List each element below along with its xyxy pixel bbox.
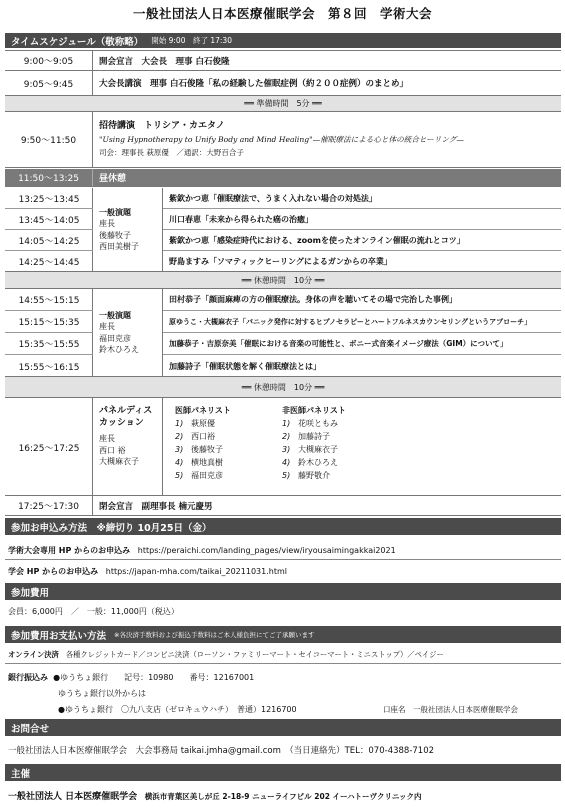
- invited-topic: "Using Hypnotherapy to Unify Body and Mind Healing"—催眠療法による心と体の統合ヒーリング—: [99, 135, 464, 144]
- panelist: 5) 福田克彦: [175, 471, 223, 480]
- panelist: 4) 横地真樹: [175, 458, 223, 467]
- lunch-row: [5, 169, 561, 187]
- panelist: 1) 萩原優: [175, 419, 215, 428]
- talk-item: 野島ますみ「ソマティックヒーリングによるガンからの卒業」: [169, 257, 392, 266]
- panelist: 4) 鈴木ひろえ: [282, 458, 338, 467]
- talk-item: 川口春恵「未来から得られた癌の治癒」: [163, 209, 561, 230]
- row-content: 閉会宣言 副理事長 楠元慶男: [99, 501, 213, 512]
- break-1: ══ 休憩時間 10分 ══: [5, 272, 561, 289]
- talk-item: 原ゆうこ・大槻麻衣子「パニック発作に対するヒプノセラピーとハートフルネスカウンセリングというアプローチ」: [163, 311, 561, 333]
- apply-link[interactable]: https://peraichi.com/landing_pages/view/iryousaimingakkai2021: [137, 546, 396, 555]
- chair-name: 西口 裕: [99, 445, 126, 455]
- host-info: [8, 789, 422, 802]
- payment-bank-2: ●ゆうちょ銀行 〇九八支店（ゼロキュウハチ） 普通）1216700: [58, 705, 297, 714]
- chair-label: 座長: [99, 219, 115, 228]
- chair-label: 座長: [99, 322, 115, 331]
- panelist: 3) 後藤牧子: [175, 445, 223, 454]
- session-chair: [93, 289, 163, 376]
- divider: [5, 559, 561, 560]
- host-header: 主催: [5, 764, 561, 781]
- talk-item: 加藤恭子・吉原奈美「催眠における音楽の可能性と、ボニー式音楽イメージ療法（GIM）について」: [163, 333, 561, 355]
- payment-bank-text: ●ゆうちょ銀行 記号：10980 番号：12167001: [53, 673, 255, 682]
- lunch-label: 昼休憩: [99, 174, 127, 184]
- chair-label: 座長: [99, 434, 115, 443]
- panelist: 2) 加藤詩子: [282, 432, 330, 441]
- contact-text: 一般社団法人日本医療催眠学会 大会事務局 taikai.jmha@gmail.com （当日連絡先）TEL：070-4388-7102: [8, 746, 435, 756]
- schedule-row-opening: [5, 50, 561, 71]
- talk-item: 紫欽かつ恵「感染症時代における、zoomを使ったオンライン催眠の流れとコツ」: [163, 230, 561, 251]
- apply-line-1: [8, 545, 396, 556]
- payment-online-text: 各種クレジットカード／コンビニ決済（ローソン・ファミリーマート・セイコーマート・ミニストップ）／ペイジー: [65, 650, 444, 659]
- payment-online-label: オンライン決済: [8, 650, 59, 659]
- invited-host: 司会：理事長 萩原優 ／通訳：大野百合子: [99, 148, 244, 157]
- session-time: 16:25～17:25: [18, 443, 80, 454]
- chair-name: 鈴木ひろえ: [99, 345, 139, 354]
- break-prep: ══ 準備時間 5分 ══: [5, 96, 561, 112]
- payment-online: [8, 650, 444, 660]
- session-2: [5, 289, 561, 377]
- non-doctor-panelists: [282, 404, 346, 482]
- row-time: 9:00～9:05: [5, 51, 93, 70]
- session-type: 一般演題: [99, 310, 131, 320]
- talk-item: 田村恭子「顔面麻痺の方の催眠療法。身体の声を聴いてその場で完治した事例」: [163, 289, 561, 311]
- break-2: ══ 休憩時間 10分 ══: [5, 377, 561, 398]
- panel-title: パネルディス: [99, 406, 153, 416]
- apply-line-label: 学会 HP からのお申込み: [8, 567, 99, 576]
- schedule-row-invited: [5, 112, 561, 168]
- session-time: 13:25～13:45: [5, 188, 93, 209]
- payment-bank-other: ゆうちょ銀行以外からは: [58, 689, 146, 698]
- apply-header: 参加お申込み方法 ※締切り 10月25日（金）: [5, 518, 561, 535]
- doctor-panelists: [175, 404, 231, 482]
- fee-text: 会員：6,000円 ／ 一般：11,000円（税込）: [8, 607, 179, 616]
- fee-header: 参加費用: [5, 583, 561, 600]
- session-time: 15:55～16:15: [18, 362, 80, 373]
- apply-line-2: [8, 566, 287, 577]
- apply-line-label: 学術大会専用 HP からのお申込み: [8, 546, 131, 555]
- schedule-header: [5, 33, 561, 48]
- panel-chair: [93, 398, 163, 495]
- row-time: 9:05～9:45: [5, 71, 93, 95]
- payment-account-name: 口座名 一般社団法人日本医療催眠学会: [383, 705, 518, 714]
- session-time: 13:45～14:05: [5, 209, 93, 230]
- divider: [5, 663, 561, 664]
- page-title: 一般社団法人日本医療催眠学会 第８回 学術大会: [132, 6, 432, 21]
- panel-title: カッション: [99, 417, 144, 428]
- talk-item: 紫欽かつ恵「催眠療法で、うまく入れない場合の対処法」: [163, 188, 561, 209]
- session-time: 15:35～15:55: [5, 333, 93, 355]
- row-time: 17:25～17:30: [5, 496, 93, 515]
- session-1: [5, 188, 561, 272]
- row-time: 9:50～11:50: [5, 112, 93, 167]
- apply-link[interactable]: https://japan-mha.com/taikai_20211031.html: [105, 567, 287, 576]
- panelist: 2) 西口裕: [175, 432, 215, 441]
- schedule-header-label: タイムスケジュール（敬称略）: [11, 36, 144, 48]
- panelist: 5) 藤野敬介: [282, 471, 330, 480]
- panelist: 1) 花咲ともみ: [282, 419, 338, 428]
- panelist: 3) 大槻麻衣子: [282, 445, 338, 454]
- session-time: 14:05～14:25: [5, 230, 93, 251]
- row-content: 開会宣言 大会長 理事 白石俊隆: [99, 56, 230, 67]
- session-chair: [93, 188, 163, 271]
- payment-header: [5, 626, 561, 643]
- chair-name: 西田美樹子: [99, 242, 139, 251]
- session-type: 一般演題: [99, 207, 131, 217]
- non-doctor-panelists-label: 非医師パネリスト: [282, 406, 346, 415]
- payment-bank-label: 銀行振込み: [8, 673, 48, 682]
- contact-header: お問合せ: [5, 719, 561, 736]
- chair-name: 福田克彦: [99, 333, 131, 343]
- row-time: 11:50～13:25: [5, 169, 93, 186]
- payment-bank-1: [8, 672, 254, 683]
- payment-header-note: ※各決済手数料および振込手数料はご本人様負担にてご了承願います: [114, 631, 315, 639]
- doctor-panelists-label: 医師パネリスト: [175, 406, 231, 415]
- chair-name: 大槻麻衣子: [99, 457, 139, 466]
- session-time: 15:15～15:35: [5, 311, 93, 333]
- payment-header-label: 参加費用お支払い方法: [11, 630, 107, 642]
- schedule-row-closing: [5, 496, 561, 516]
- panel-discussion: [5, 398, 561, 496]
- row-content: 大会長講演 理事 白石俊隆「私の経験した催眠症例（約２００症例）のまとめ」: [99, 79, 408, 89]
- host-address: 横浜市青葉区美しが丘 2-18-9 ニューライフビル 202 イーハトーヴクリニック内: [144, 792, 422, 801]
- session-time: 14:55～15:15: [5, 289, 93, 311]
- schedule-header-times: 開始 9:00 終了 17:30: [151, 36, 232, 45]
- talk-item: 加藤詩子「催眠状態を解く催眠療法とは」: [169, 361, 321, 371]
- host-name: 一般社団法人 日本医療催眠学会: [8, 792, 138, 802]
- invited-speaker: 招待講演 トリシア・カエタノ: [99, 121, 225, 131]
- session-time: 14:25～14:45: [18, 258, 80, 268]
- schedule-row-keynote: [5, 71, 561, 96]
- chair-name: 後藤牧子: [99, 230, 131, 240]
